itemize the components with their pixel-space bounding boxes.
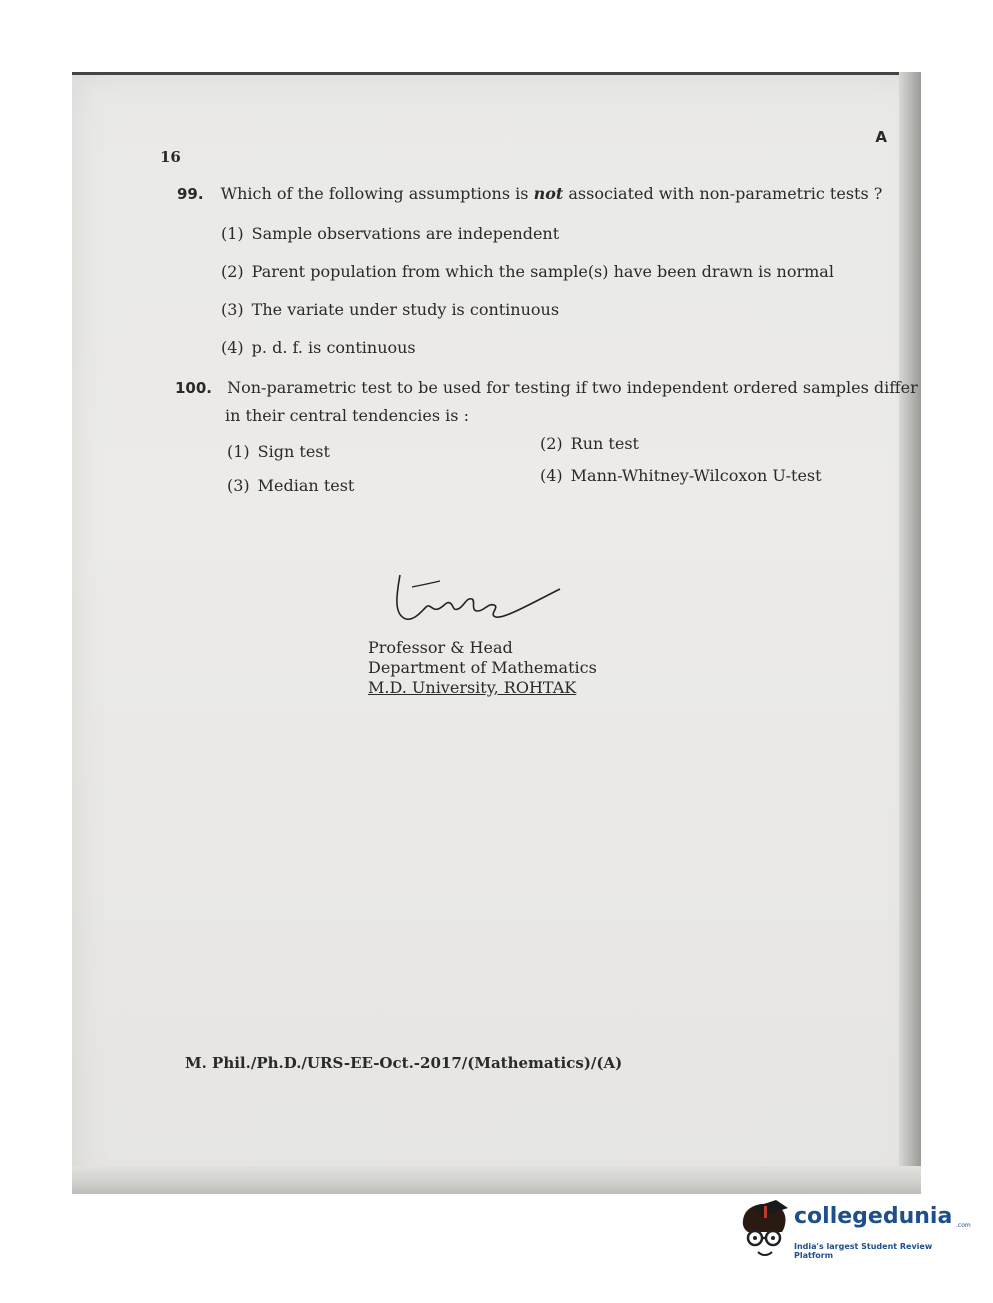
option-text: Run test xyxy=(570,434,639,453)
question-number: 100. xyxy=(175,379,213,397)
signatory-university: M.D. University, ROHTAK xyxy=(368,678,577,697)
logo-domain: .com xyxy=(956,1222,971,1229)
question-text-line1: Non-parametric test to be used for testing if two independent ordered samples differ xyxy=(227,378,918,397)
question-text-line2: in their central tendencies is : xyxy=(225,406,469,425)
paper-set-code: A xyxy=(875,128,887,146)
option-number: (2) xyxy=(540,434,563,453)
question-100 xyxy=(175,378,918,397)
signatory-department: Department of Mathematics xyxy=(368,658,597,677)
option-text: Sample observations are independent xyxy=(251,224,560,243)
option-100-1 xyxy=(227,442,330,461)
logo-tagline: India's largest Student Review Platform xyxy=(794,1242,933,1260)
scanned-page xyxy=(72,72,921,1194)
option-number: (4) xyxy=(540,466,563,485)
handwritten-signature xyxy=(392,567,572,637)
option-99-3 xyxy=(221,300,559,319)
signature-block xyxy=(368,638,597,698)
option-text: Median test xyxy=(257,476,355,495)
signatory-title: Professor & Head xyxy=(368,638,513,657)
option-100-4 xyxy=(540,466,822,485)
question-number: 99. xyxy=(177,185,204,203)
option-number: (1) xyxy=(221,224,244,243)
question-emphasis: not xyxy=(533,184,564,203)
option-text: Sign test xyxy=(257,442,330,461)
option-99-1 xyxy=(221,224,559,243)
question-text-part: Which of the following assumptions is xyxy=(220,184,534,203)
question-99 xyxy=(177,184,882,203)
option-number: (3) xyxy=(227,476,250,495)
option-number: (3) xyxy=(221,300,244,319)
paper-footer: M. Phil./Ph.D./URS-EE-Oct.-2017/(Mathematics)/(A) xyxy=(185,1054,623,1072)
option-number: (1) xyxy=(227,442,250,461)
option-100-3 xyxy=(227,476,354,495)
option-99-4 xyxy=(221,338,416,357)
option-text: The variate under study is continuous xyxy=(251,300,560,319)
option-text: Parent population from which the sample(s) have been drawn is normal xyxy=(251,262,834,281)
logo-mascot-icon xyxy=(738,1198,792,1260)
option-number: (4) xyxy=(221,338,244,357)
logo-brand: collegedunia xyxy=(794,1204,953,1229)
collegedunia-logo xyxy=(738,1198,971,1262)
page-edge-right xyxy=(899,72,921,1194)
option-text: p. d. f. is continuous xyxy=(251,338,416,357)
question-text-part: associated with non-parametric tests ? xyxy=(563,184,883,203)
option-text: Mann-Whitney-Wilcoxon U-test xyxy=(570,466,822,485)
option-99-2 xyxy=(221,262,834,281)
question-text xyxy=(221,184,883,203)
page-edge-bottom xyxy=(72,1166,921,1194)
page-number: 16 xyxy=(160,148,181,166)
option-number: (2) xyxy=(221,262,244,281)
option-100-2 xyxy=(540,434,639,453)
